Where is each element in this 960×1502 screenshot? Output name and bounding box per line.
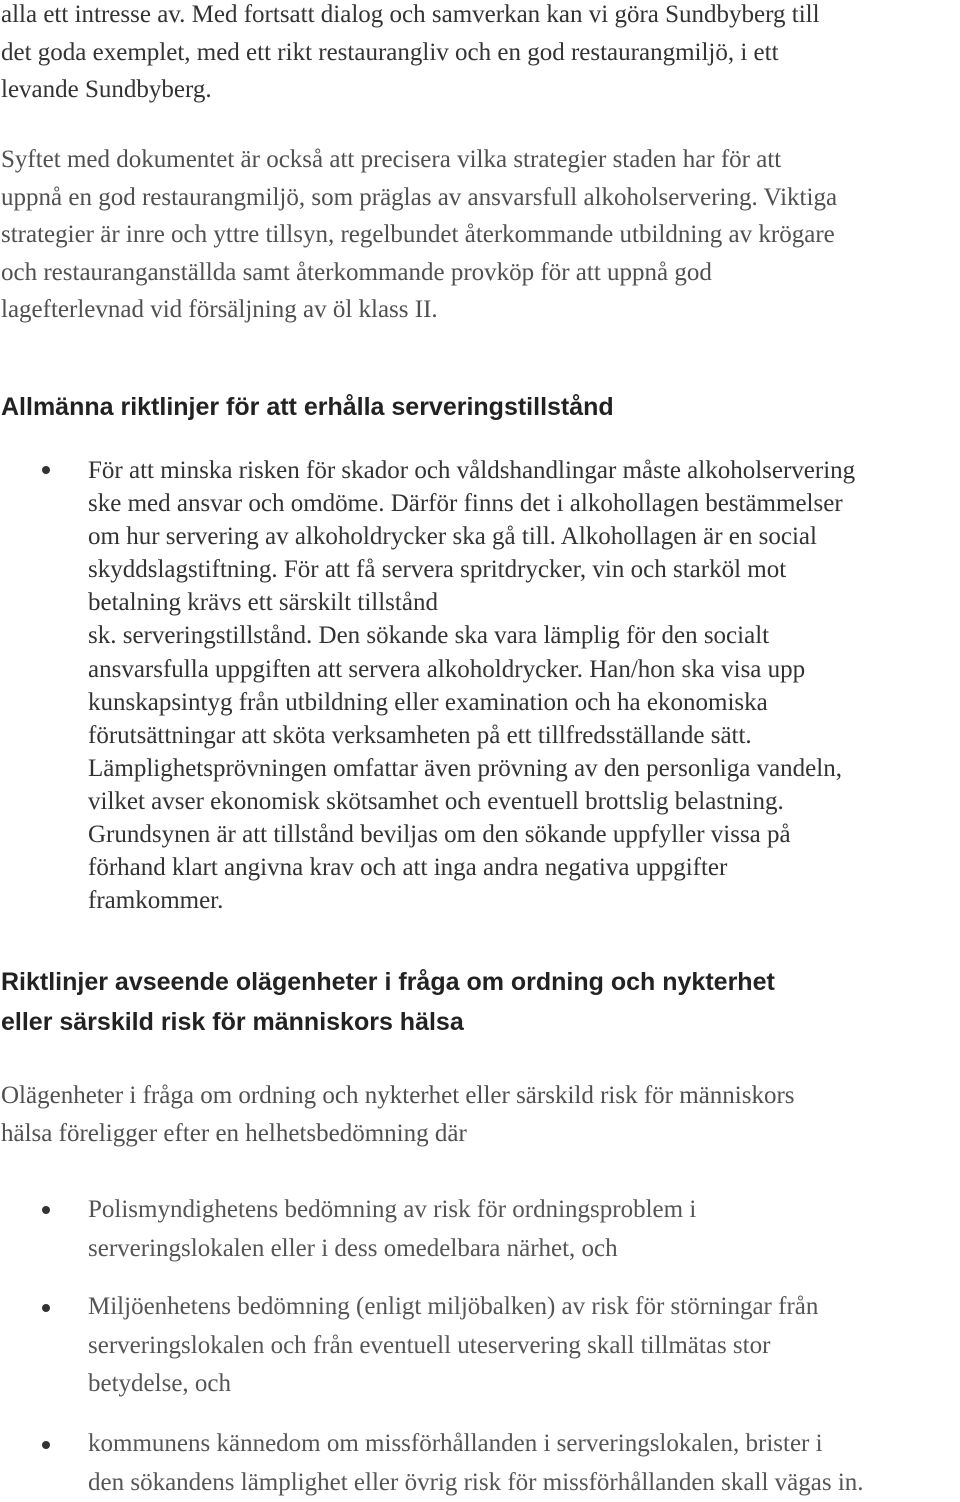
text-line: framkommer. — [88, 884, 855, 917]
heading-line: eller särskild risk för människors hälsa — [1, 1002, 775, 1042]
text-line: serveringslokalen eller i dess omedelbara närhet, och — [88, 1230, 696, 1269]
bullet-icon — [42, 466, 50, 474]
disturbances-intro-paragraph — [1, 1077, 795, 1152]
bullet-icon — [42, 1304, 50, 1312]
text-line: levande Sundbyberg. — [1, 71, 820, 109]
text-line: ansvarsfulla uppgiften att servera alkoholdrycker. Han/hon ska visa upp — [88, 653, 855, 686]
purpose-paragraph — [1, 141, 837, 329]
text-line: För att minska risken för skador och våldshandlingar måste alkoholservering — [88, 454, 855, 487]
text-line: uppnå en god restaurangmiljö, som präglas av ansvarsfull alkoholservering. Viktiga — [1, 179, 837, 217]
section-heading-serving-permit — [1, 387, 614, 427]
text-line: alla ett intresse av. Med fortsatt dialog och samverkan kan vi göra Sundbyberg till — [1, 0, 820, 34]
text-line: och restauranganställda samt återkommande provköp för att uppnå god — [1, 254, 837, 292]
text-line: det goda exemplet, med ett rikt restaurangliv och en god restaurangmiljö, i ett — [1, 34, 820, 72]
text-line: kunskapsintyg från utbildning eller examination och ha ekonomiska — [88, 686, 855, 719]
text-line: Lämplighetsprövningen omfattar även prövning av den personliga vandeln, — [88, 752, 855, 785]
text-line: förutsättningar att sköta verksamheten på ett tillfredsställande sätt. — [88, 719, 855, 752]
text-line: sk. serveringstillstånd. Den sökande ska vara lämplig för den socialt — [88, 619, 855, 652]
intro-paragraph — [1, 0, 820, 109]
list-item-text — [88, 1425, 864, 1502]
text-line: betalning krävs ett särskilt tillstånd — [88, 586, 855, 619]
list-item-text — [88, 454, 855, 917]
text-line: den sökandens lämplighet eller övrig risk för missförhållanden skall vägas in. — [88, 1464, 864, 1502]
text-line: förhand klart angivna krav och att inga andra negativa uppgifter — [88, 851, 855, 884]
list-item-text — [88, 1288, 818, 1404]
list-item-text — [88, 1191, 696, 1268]
text-line: betydelse, och — [88, 1365, 818, 1404]
text-line: Polismyndighetens bedömning av risk för ordningsproblem i — [88, 1191, 696, 1230]
text-line: Olägenheter i fråga om ordning och nykterhet eller särskild risk för människors — [1, 1077, 795, 1115]
text-line: kommunens kännedom om missförhållanden i serveringslokalen, brister i — [88, 1425, 864, 1464]
text-line: Syftet med dokumentet är också att precisera vilka strategier staden har för att — [1, 141, 837, 179]
section-heading-disturbances — [1, 962, 775, 1042]
heading-line: Riktlinjer avseende olägenheter i fråga om ordning och nykterhet — [1, 962, 775, 1002]
text-line: Grundsynen är att tillstånd beviljas om den sökande uppfyller vissa på — [88, 818, 855, 851]
bullet-icon — [42, 1441, 50, 1449]
text-line: Miljöenhetens bedömning (enligt miljöbalken) av risk för störningar från — [88, 1288, 818, 1327]
text-line: vilket avser ekonomisk skötsamhet och eventuell brottslig belastning. — [88, 785, 855, 818]
text-line: om hur servering av alkoholdrycker ska gå till. Alkohollagen är en social — [88, 520, 855, 553]
bullet-icon — [42, 1206, 50, 1214]
text-line: ske med ansvar och omdöme. Därför finns det i alkohollagen bestämmelser — [88, 487, 855, 520]
heading-line: Allmänna riktlinjer för att erhålla serveringstillstånd — [1, 387, 614, 427]
text-line: hälsa föreligger efter en helhetsbedömning där — [1, 1115, 795, 1153]
text-line: strategier är inre och yttre tillsyn, regelbundet återkommande utbildning av krögare — [1, 216, 837, 254]
text-line: skyddslagstiftning. För att få servera spritdrycker, vin och starköl mot — [88, 553, 855, 586]
text-line: lagefterlevnad vid försäljning av öl klass II. — [1, 291, 837, 329]
text-line: serveringslokalen och från eventuell uteservering skall tillmätas stor — [88, 1327, 818, 1366]
